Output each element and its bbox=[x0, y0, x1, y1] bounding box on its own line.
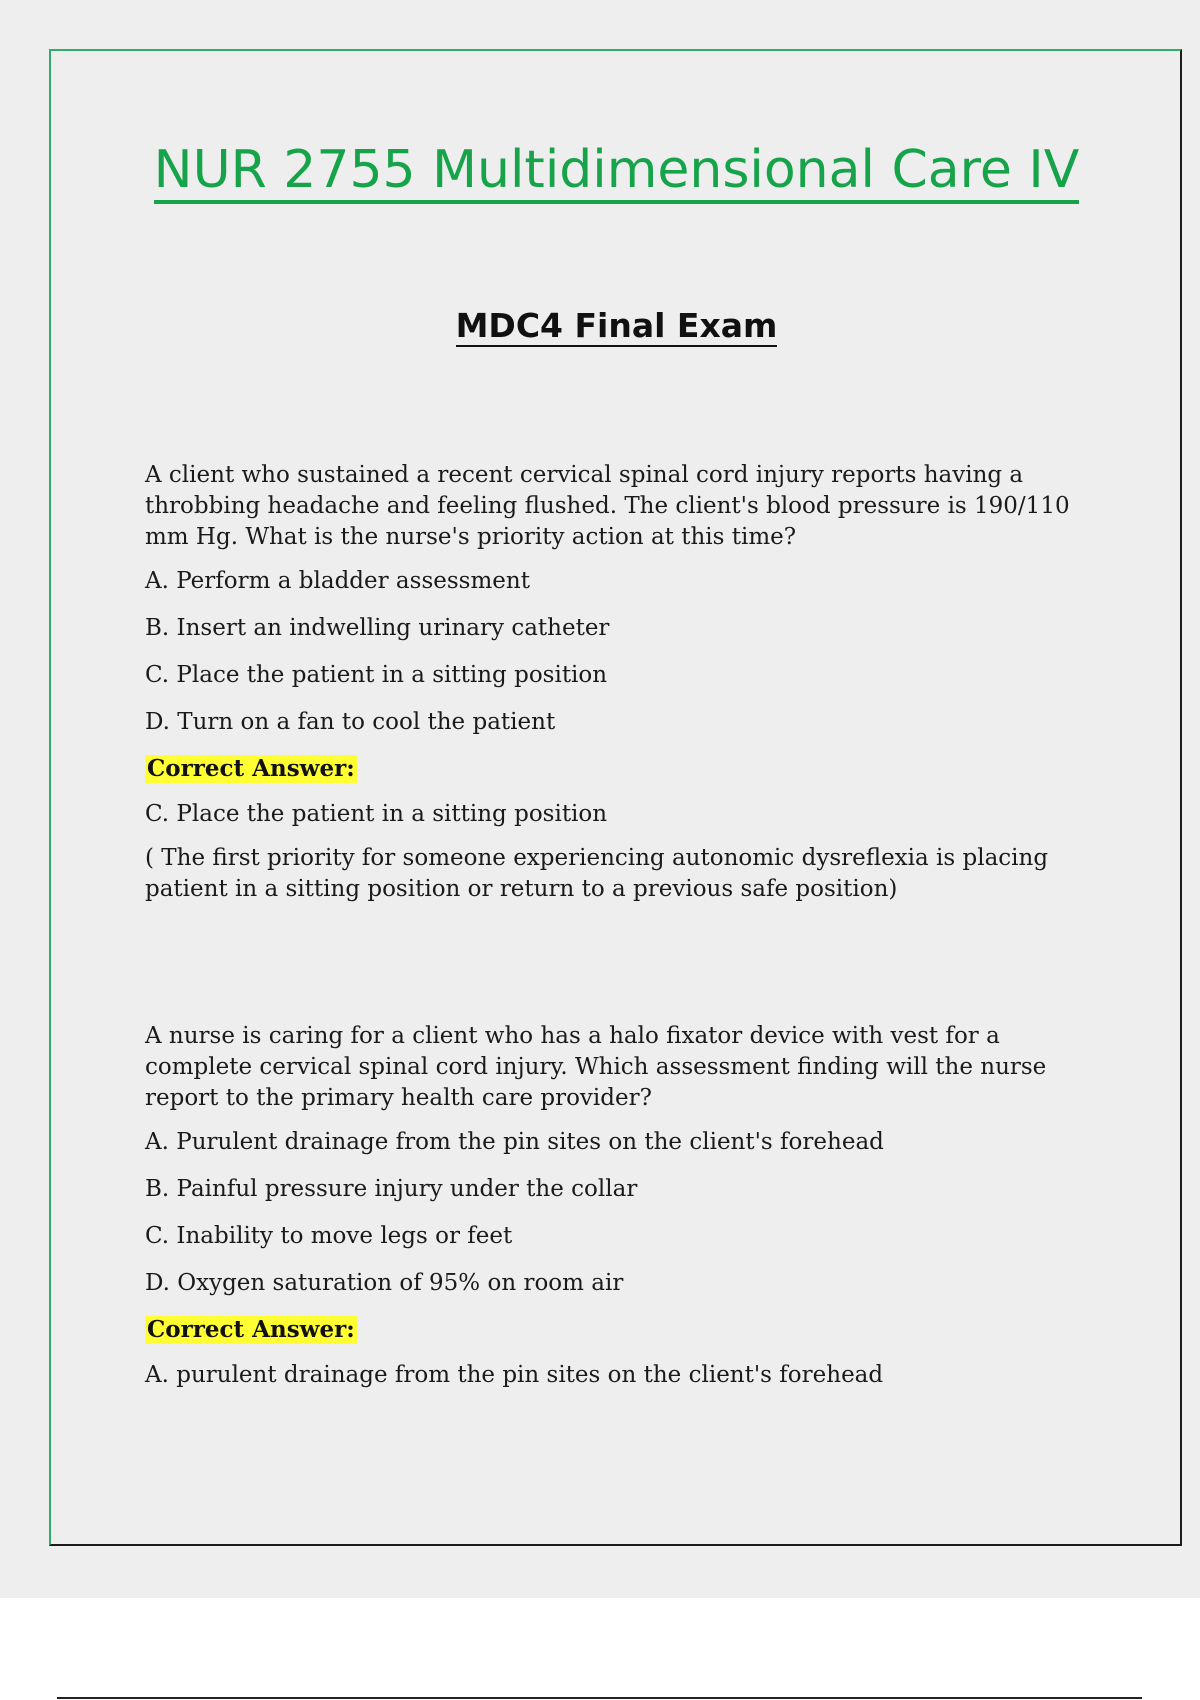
option-b: B. Painful pressure injury under the collar bbox=[145, 1176, 638, 1202]
correct-answer-label: Correct Answer: bbox=[147, 755, 355, 782]
question-1 bbox=[145, 460, 1095, 905]
correct-answer-label: Correct Answer: bbox=[147, 1316, 355, 1343]
question-stem: A client who sustained a recent cervical spinal cord injury reports having a throbbing headache and feeling flushed. The client's blood pressure is 190/110 mm Hg. What is the nurse's priority action at this time? bbox=[145, 462, 1070, 550]
answer-rationale: ( The first priority for someone experiencing autonomic dysreflexia is placing patient in a sitting position or return to a previous safe position) bbox=[145, 845, 1049, 902]
option-d: D. Turn on a fan to cool the patient bbox=[145, 709, 556, 735]
question-2 bbox=[145, 1021, 1095, 1404]
option-c: C. Inability to move legs or feet bbox=[145, 1223, 513, 1249]
option-a: A. Purulent drainage from the pin sites on the client's forehead bbox=[145, 1129, 884, 1155]
footer-divider bbox=[57, 1697, 1142, 1699]
option-a: A. Perform a bladder assessment bbox=[145, 568, 530, 594]
document-title-text: NUR 2755 Multidimensional Care IV bbox=[154, 140, 1080, 204]
option-d: D. Oxygen saturation of 95% on room air bbox=[145, 1270, 624, 1296]
document-subtitle bbox=[0, 306, 1200, 345]
option-b: B. Insert an indwelling urinary catheter bbox=[145, 615, 610, 641]
correct-answer: C. Place the patient in a sitting position bbox=[145, 801, 608, 827]
document-title bbox=[0, 140, 1200, 200]
question-stem: A nurse is caring for a client who has a halo fixator device with vest for a complete cervical spinal cord injury. Which assessment finding will the nurse report to the primary health care provider? bbox=[145, 1023, 1047, 1111]
document-subtitle-text: MDC4 Final Exam bbox=[455, 306, 778, 345]
option-c: C. Place the patient in a sitting position bbox=[145, 662, 608, 688]
correct-answer: A. purulent drainage from the pin sites on the client's forehead bbox=[145, 1362, 884, 1388]
